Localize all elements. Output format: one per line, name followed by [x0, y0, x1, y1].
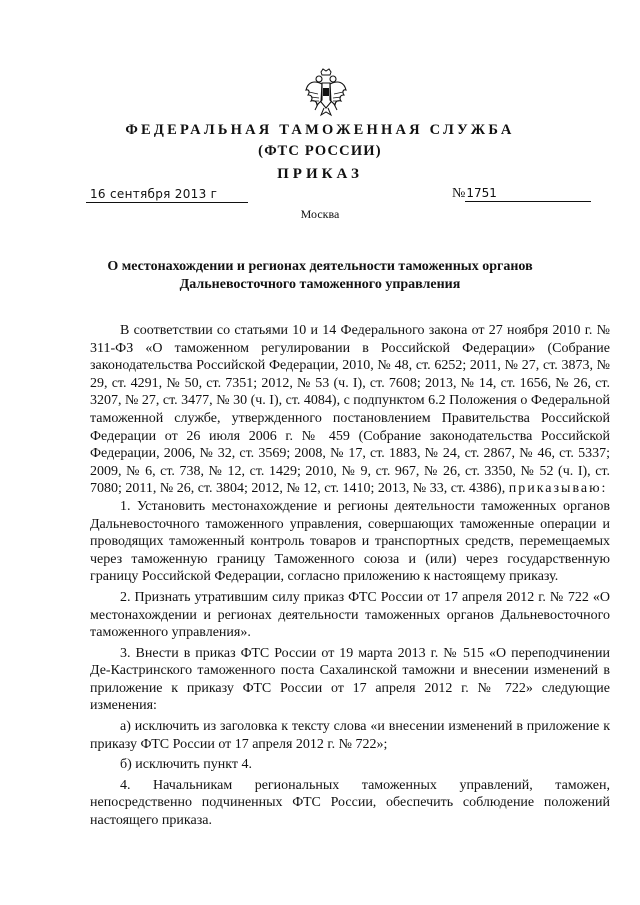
agency-short-name: (ФТС РОССИИ) — [258, 143, 382, 159]
document-type: ПРИКАЗ — [277, 166, 363, 182]
item-1: 1. Установить местонахождение и регионы деятельности таможенных органов Дальневосточного таможенного управления, совершающих таможенные операции и проводящих таможенный контроль товаров и транспортных средств, перемещаемых через таможенную границу Таможенного союза и (или) через государственную границу Российской Федерации, согласно приложению к настоящему приказу. — [90, 498, 610, 585]
order-number: 1751 — [465, 185, 591, 202]
item-3b: б) исключить пункт 4. — [120, 757, 252, 773]
order-number-field — [452, 185, 591, 202]
order-title — [90, 258, 550, 294]
order-word: приказываю: — [508, 481, 608, 497]
title-line-1: О местонахождении и регионах деятельности таможенных органов — [107, 259, 533, 274]
order-date: 16 сентября 2013 г — [86, 187, 248, 203]
order-body — [90, 322, 610, 830]
title-line-2: Дальневосточного таможенного управления — [179, 277, 461, 292]
item-3a: а) исключить из заголовка к тексту слова «и внесении изменений в приложение к приказу ФТС России от 17 апреля 2012 г. № 722»; — [90, 719, 610, 752]
item-2: 2. Признать утратившим силу приказ ФТС России от 17 апреля 2012 г. № 722 «О местонахождении и регионах деятельности таможенных органов Дальневосточного таможенного управления». — [90, 589, 610, 641]
city: Москва — [300, 207, 340, 221]
preamble-paragraph — [90, 322, 610, 498]
agency-name: ФЕДЕРАЛЬНАЯ ТАМОЖЕННАЯ СЛУЖБА — [125, 122, 515, 138]
item-3: 3. Внести в приказ ФТС России от 19 марта 2013 г. № 515 «О переподчинении Де-Кастринского таможенного поста Сахалинской таможни и внесении изменений в приложение к приказу ФТС России от 17 апреля 2012 г. № 722» следующие изменения: — [90, 645, 610, 714]
number-sign: № — [452, 186, 466, 201]
item-4: 4. Начальникам региональных таможенных управлений, таможен, непосредственно подчиненных ФТС России, обеспечить соблюдение положений настоящего приказа. — [90, 777, 610, 829]
coat-of-arms-icon — [304, 68, 348, 120]
preamble-text: В соответствии со статьями 10 и 14 Федерального закона от 27 ноября 2010 г. № 311-ФЗ «О таможенном регулировании в Российской Федерации» (Собрание законодательства Российской Федерации, 2010, № 48, ст. 6252; 2011, № 27, ст. 3873, № 29, ст. 4291, № 50, ст. 7351; 2012, № 53 (ч. I), ст. 7608; 2013, № 14, ст. 1656, № 26, ст. 3207, № 27, ст. 3477, № 30 (ч. I), ст. 4084), с подпунктом 6.2 Положения о Федеральной таможенной службе, утвержденного постановлением Правительства Российской Федерации от 26 июля 2006 г. № 459 (Собрание законодательства Российской Федерации, 2006, № 32, ст. 3569; 2008, № 17, ст. 1883, № 24, ст. 2867, № 46, ст. 5337; 2009, № 6, ст. 738, № 12, ст. 1429; 2010, № 9, ст. 967, № 26, ст. 3350, № 52 (ч. I), ст. 7080; 2011, № 26, ст. 3804; 2012, № 12, ст. 1410; 2013, № 33, ст. 4386), — [90, 323, 610, 497]
